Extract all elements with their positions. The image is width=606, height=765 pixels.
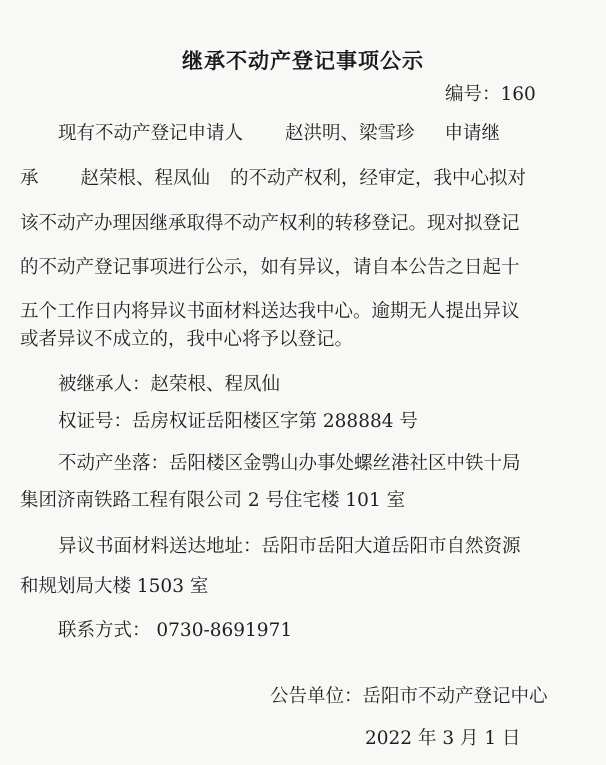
contact-line: 联系方式： 0730-8691971	[58, 620, 293, 641]
property-location-line-1: 不动产坐落：岳阳楼区金鹗山办事处螺丝港社区中铁十局	[58, 453, 521, 474]
objection-address-line-2: 和规划局大楼 1503 室	[20, 576, 209, 597]
applicant-suffix: 申请继	[444, 123, 501, 144]
issuing-unit: 公告单位：岳阳市不动产登记中心	[270, 686, 548, 707]
objection-address-line-1: 异议书面材料送达地址：岳阳市岳阳大道岳阳市自然资源	[58, 536, 521, 557]
property-location-line-2: 集团济南铁路工程有限公司 2 号住宅楼 101 室	[20, 490, 406, 511]
paragraph-line-3: 该不动产办理因继承取得不动产权利的转移登记。现对拟登记	[20, 213, 520, 234]
decedent-names: 赵荣根、程凤仙	[80, 168, 211, 189]
applicant-prefix: 现有不动产登记申请人	[58, 123, 244, 144]
decedent-line: 被继承人：赵荣根、程凤仙	[58, 374, 281, 395]
paragraph-line-6: 或者异议不成立的，我中心将予以登记。	[20, 329, 354, 350]
paragraph-line-1	[58, 125, 500, 144]
certificate-line: 权证号：岳房权证岳阳楼区字第 288884 号	[58, 411, 418, 432]
notice-title: 继承不动产登记事项公示	[182, 49, 424, 73]
inherit-prefix: 承	[20, 168, 39, 189]
review-text: 的不动产权利，经审定，我中心拟对	[230, 168, 527, 189]
serial-number: 编号：160	[445, 84, 536, 105]
notice-date: 2022 年 3 月 1 日	[365, 728, 521, 749]
paragraph-line-2	[20, 170, 526, 189]
paragraph-line-4: 的不动产登记事项进行公示，如有异议，请自本公告之日起十	[20, 257, 520, 278]
applicant-names: 赵洪明、梁雪珍	[285, 123, 415, 144]
paragraph-line-5: 五个工作日内将异议书面材料送达我中心。逾期无人提出异议	[20, 301, 520, 322]
